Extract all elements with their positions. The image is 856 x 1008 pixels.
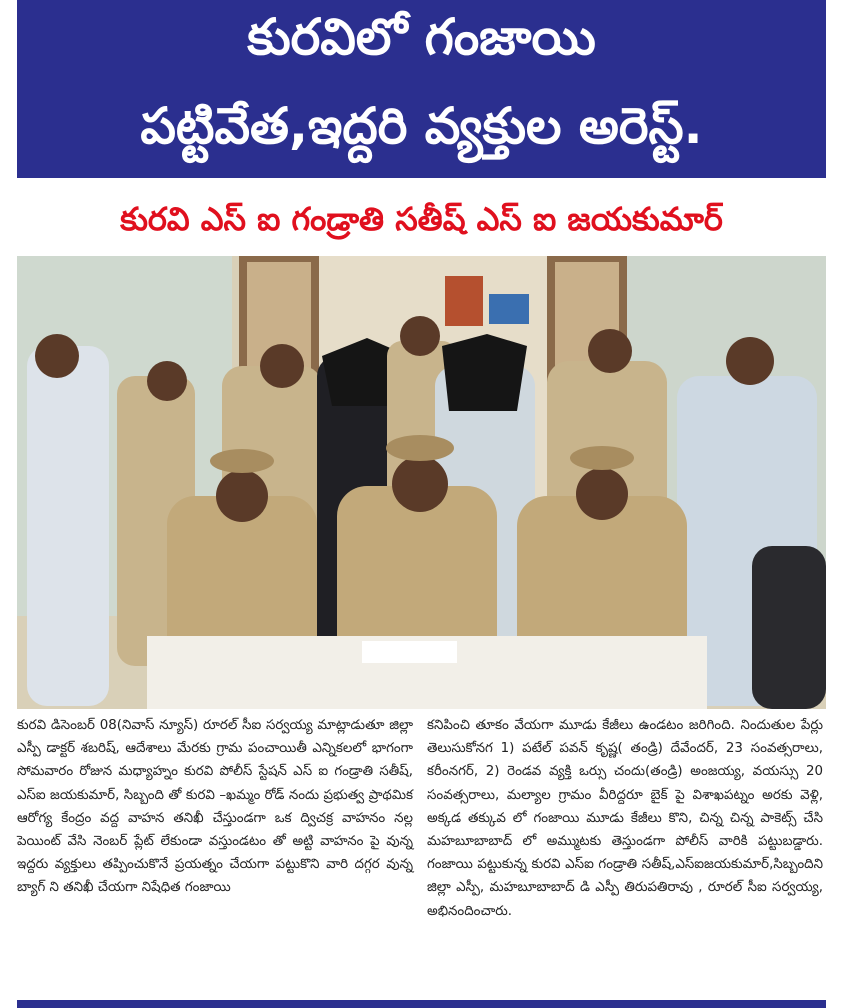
article-right-text: కనిపించి తూకం వేయగా మూడు కేజీలు ఉండటం జరిగింది. నిందుతుల పేర్లు తెలుసుకోనగ 1) పటేల్ పవన్ కృష్ణ( తండ్రి) దేవేందర్, 23 సంవత్సరాలు, కరీంనగర్, 2) రెండవ వ్యక్తి ఒర్సు చందు(తండ్రి) అంజయ్య, వయస్సు 20 సంవత్సరాలు, మల్యాల గ్రామం వీరిద్దరూ బైక్ పై విశాఖపట్నం అరకు వెళ్లి, అక్కడ తక్కువ లో గంజాయి మూడు కేజీలు కొని, చిన్న చిన్న పాకెట్స్ చేసి మహబూబాబాద్ లో అమ్ముటకు తెస్తుండగా పోలీస్ వారికి పట్టుబడ్డారు. గంజాయి పట్టుకున్న కురవి ఎస్ఐ గండ్రాతి సతీష్,ఎస్ఐజయకుమార్,సిబ్బందిని జిల్లా ఎస్పీ, మహబూబాబాద్ డి ఎస్పీ తిరుపతిరావు , రూరల్ సీఐ సర్వయ్య, అభినందించారు. [427, 718, 823, 919]
footer-rule [17, 1000, 826, 1008]
headline-line-1: కురవిలో గంజాయి [247, 8, 596, 66]
subheadline: కురవి ఎస్ ఐ గండ్రాతి సతీష్ ఎస్ ఐ జయకుమార్ [120, 200, 723, 238]
headline-banner [17, 0, 826, 178]
headline-line-2: పట్టివేత,ఇద్దరి వ్యక్తుల అరెస్ట్. [140, 97, 703, 155]
article-column-right [427, 714, 823, 990]
article-column-left [17, 714, 413, 990]
article-left-text: కురవి డిసెంబర్ 08(నివాస్ న్యూస్) రూరల్ సీఐ సర్వయ్య మాట్లాడుతూ జిల్లా ఎస్పీ డాక్టర్ శబరిష్, ఆదేశాలు మేరకు గ్రామ పంచాయితీ ఎన్నికలలో భాగంగా సోమవారం రోజున మధ్యాహ్నం కురవి పోలీస్ స్టేషన్ ఎస్ ఐ గండ్రాతి సతీష్, ఎస్ఐ జయకుమార్, సిబ్బంది తో కురవి –ఖమ్మం రోడ్ నందు ప్రభుత్వ ప్రాథమిక ఆరోగ్య కేంద్రం వద్ద వాహన తనిఖీ చేస్తుండగా ఒక ద్విచక్ర వాహనం నల్ల పెయింట్ వేసి నెంబర్ ప్లేట్ లేకుండా వస్తుండటం తో అట్టి వాహనం పై వున్న ఇద్దరు వ్యక్తులు తప్పించుకొనే ప్రయత్నం చేయగా పట్టుకొని వారి దగ్గర వున్న బ్యాగ్ ని తనిఖీ చేయగా నిషేధిత గంజాయి [17, 718, 413, 896]
news-photo [17, 256, 826, 709]
